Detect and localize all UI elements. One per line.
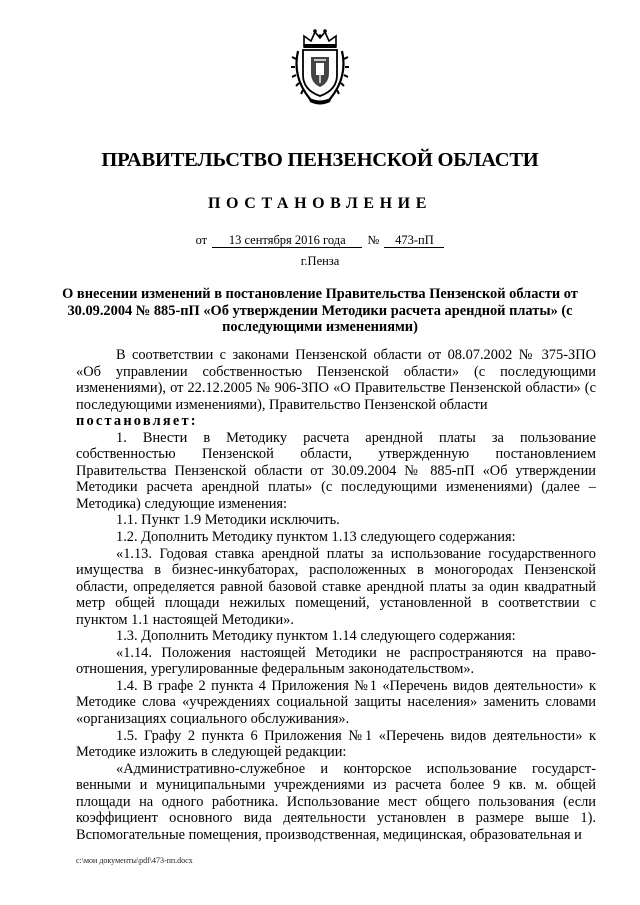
number-prefix: № [367,233,380,247]
decree-word: постановляет: [76,413,198,430]
document-body [76,347,596,843]
government-title: ПРАВИТЕЛЬСТВО ПЕНЗЕНСКОЙ ОБЛАСТИ [101,149,539,171]
document-type-heading: ПОСТАНОВЛЕНИЕ [208,195,432,212]
coat-of-arms-icon [290,27,350,105]
clause-1-4: 1.4. В графе 2 пункта 4 Приложения №1 «Перечень видов деятельности» к Методике слова «учреждениях социальной защиты населения» заменить словами «организациях социального обслуживания». [76,677,596,728]
document-subject: О внесении изменений в постановление Правительства Пензенской области от 30.09.2004 № 885-пП «Об утверждении Методики расчета арендной платы» (с последующими изменениями) [62,286,578,335]
clause-1-5-text: «Административно-служебное и конторское использование государст-венными и муниципальными учреждениями из расчета более 9 кв. м. общей площади на одного работника. Использование мест общего пользования (если коэффициент основного вида деятельности установлен в размере выше 1). Вспомогательные помещения, производственная, медицинская, образовательная и [76,760,596,843]
clause-1: 1. Внести в Методику расчета арендной платы за пользование собственностью Пензенской области, утвержденную постановлением Правительства Пензенской области от 30.09.2004 № 885-пП «Об утверждении Методики расчета арендной платы» (с последующими изменениями) (далее – Методика) следующие изменения: [76,429,596,512]
clause-1-5: 1.5. Графу 2 пункта 6 Приложения №1 «Перечень видов деятельности» к Методике изложить в следующей редакции: [76,727,596,761]
file-path-footer: c:\мои документы\pdf\473-пп.docx [76,856,193,865]
clause-1-2: 1.2. Дополнить Методику пунктом 1.13 следующего содержания: [116,529,516,546]
date-number-line [0,232,640,248]
document-number: 473-пП [384,233,444,248]
clause-1-2-text: «1.13. Годовая ставка арендной платы за использование государственного имущества в бизнес-инкубаторах, расположенных в моногородах Пензенской области, определяется равной базовой ставке арендной платы за один квадратный метр общей площади нежилых помещений, установленной в соответствии с пунктом 1.1 настоящей Методики». [76,545,596,628]
clause-1-3-text: «1.14. Положения настоящей Методики не распространяются на право-отношения, урегулированные федеральным законодательством». [76,644,596,678]
intro-paragraph: В соответствии с законами Пензенской области от 08.07.2002 № 375-ЗПО «Об управлении собственностью Пензенской области» (с последующими изменениями), от 22.12.2005 № 906-ЗПО «О Правительстве Пензенской области» (с последующими изменениями), Правительство Пензенской области [76,347,596,413]
city-name: г.Пенза [300,254,340,268]
clause-1-3: 1.3. Дополнить Методику пунктом 1.14 следующего содержания: [116,628,516,645]
clause-1-1: 1.1. Пункт 1.9 Методики исключить. [116,512,340,529]
document-date: 13 сентября 2016 года [212,233,362,248]
coat-of-arms-emblem [290,27,350,105]
date-prefix: от [195,233,208,247]
